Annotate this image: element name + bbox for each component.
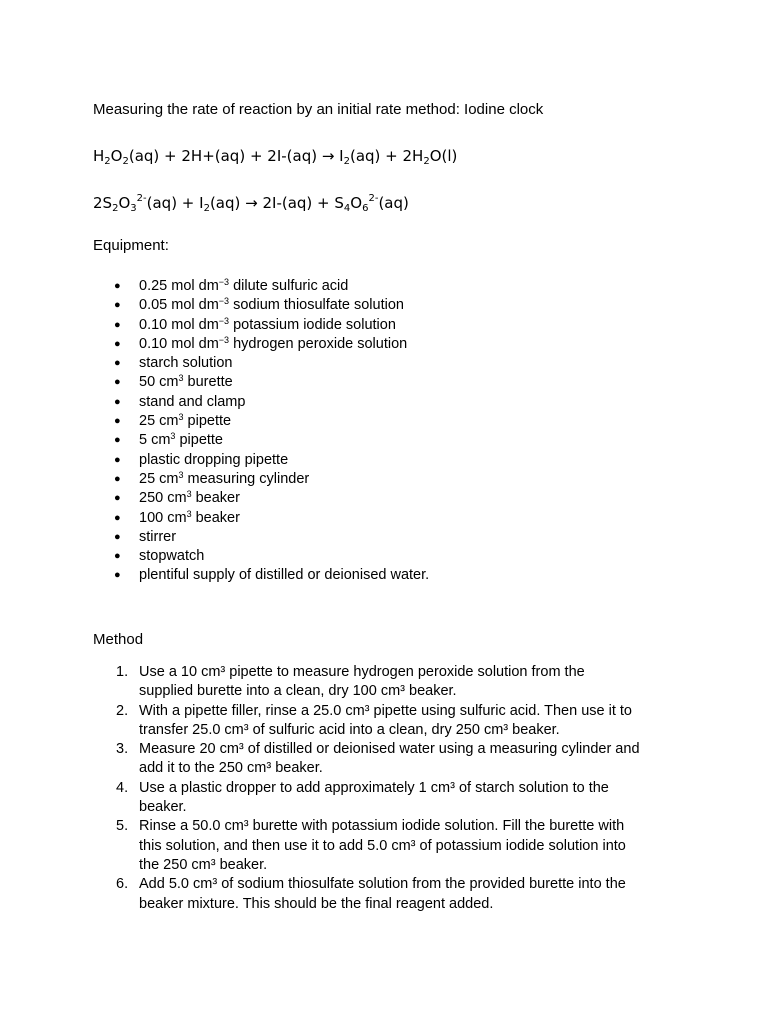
method-step-number: 5. [116, 818, 129, 835]
method-step [0, 875, 768, 914]
equipment-item [0, 412, 768, 431]
bullet-icon: ● [114, 318, 121, 331]
equipment-item-text: stand and clamp [139, 393, 246, 410]
method-step-text: Add 5.0 cm³ of sodium thiosulfate solution from the provided burette into the beaker mixture. This should be the final reagent added. [139, 876, 626, 912]
bullet-icon: ● [114, 492, 121, 505]
equation-thiosulfate-iodine: $2S_2O_3^{2-}(aq) + I_2(aq) \to 2I-(aq) + S_4O_6^{2-}(aq)$ [93, 193, 409, 214]
equipment-item-text: 0.10 mol $dm^{-3}$ hydrogen peroxide solution [139, 334, 408, 352]
method-step [0, 702, 768, 741]
equipment-item [0, 316, 768, 335]
equipment-item-text: stirrer [139, 528, 177, 545]
method-step-number: 2. [116, 702, 129, 719]
equipment-item [0, 354, 768, 373]
bullet-icon: ● [114, 453, 121, 466]
bullet-icon: ● [114, 530, 121, 543]
method-step-number: 1. [116, 664, 129, 680]
bullet-icon: ● [114, 299, 121, 312]
equipment-item [0, 528, 768, 547]
method-step-number: 3. [116, 741, 129, 758]
equipment-item-text: starch solution [139, 355, 233, 372]
equipment-item [0, 489, 768, 508]
equipment-heading: Equipment: [93, 237, 169, 254]
bullet-icon: ● [114, 569, 121, 582]
bullet-icon: ● [114, 357, 121, 370]
bullet-icon: ● [114, 376, 121, 389]
method-step [0, 740, 768, 779]
equipment-item [0, 566, 768, 585]
equipment-item [0, 373, 768, 392]
method-list [0, 663, 768, 914]
equipment-item-text: 0.10 mol $dm^{-3}$ potassium iodide solution [139, 315, 396, 333]
method-step [0, 817, 768, 875]
method-step [0, 663, 768, 702]
equipment-item-text: 100 $cm^3$ beaker [139, 508, 240, 526]
bullet-icon: ● [114, 337, 121, 350]
equipment-item-text: plentiful supply of distilled or deionised water. [139, 567, 430, 584]
method-heading: Method [93, 631, 144, 648]
bullet-icon: ● [114, 415, 121, 428]
bullet-icon: ● [114, 395, 121, 408]
equipment-item-text: stopwatch [139, 548, 205, 565]
equipment-item [0, 547, 768, 566]
method-step-text: With a pipette filler, rinse a 25.0 cm³ pipette using sulfuric acid. Then use it to transfer 25.0 cm³ of sulfuric acid into a clean, dry 250 cm³ beaker. [139, 702, 632, 738]
method-step-number: 6. [116, 876, 129, 893]
method-step-text: Rinse a 50.0 cm³ burette with potassium iodide solution. Fill the burette with this solution, and then use it to add 5.0 cm³ of potassium iodide solution into the 250 cm³ beaker. [139, 818, 626, 873]
equipment-item-text: 5 $cm^3$ pipette [139, 431, 224, 449]
bullet-icon: ● [114, 550, 121, 563]
equipment-item-text: 0.05 mol $dm^{-3}$ sodium thiosulfate solution [139, 296, 404, 314]
equipment-item [0, 393, 768, 412]
equipment-item-text: 25 $cm^3$ measuring cylinder [139, 469, 310, 487]
equipment-item [0, 509, 768, 528]
equipment-item-text: plastic dropping pipette [139, 451, 289, 468]
equipment-item [0, 296, 768, 315]
equipment-item-text: 25 $cm^3$ pipette [139, 412, 232, 430]
equipment-item [0, 277, 768, 296]
bullet-icon: ● [114, 472, 121, 485]
equipment-item-text: 250 $cm^3$ beaker [139, 489, 240, 507]
method-step-text: Measure 20 cm³ of distilled or deionised water using a measuring cylinder and add it to the 250 cm³ beaker. [139, 741, 640, 777]
method-step-text: Use a 10 cm³ pipette to measure hydrogen peroxide solution from the supplied burette into a clean, dry 100 cm³ beaker. [139, 664, 585, 700]
method-step [0, 779, 768, 818]
equation-peroxide-iodide: $H_2O_2(aq) + 2H+(aq) + 2I-(aq) \to I_2(aq) + 2H_2O(l)$ [93, 147, 458, 167]
equipment-item [0, 335, 768, 354]
equipment-item [0, 431, 768, 450]
equipment-item [0, 451, 768, 470]
document-title: Measuring the rate of reaction by an initial rate method: Iodine clock [93, 101, 544, 118]
bullet-icon: ● [114, 280, 121, 292]
bullet-icon: ● [114, 511, 121, 524]
equipment-item-text: 50 $cm^3$ burette [139, 373, 233, 391]
method-step-number: 4. [116, 779, 129, 796]
bullet-icon: ● [114, 434, 121, 447]
equipment-item [0, 470, 768, 489]
method-step-text: Use a plastic dropper to add approximately 1 cm³ of starch solution to the beaker. [139, 779, 609, 816]
equipment-list [0, 277, 768, 586]
equipment-item-text: 0.25 mol $dm^{-3}$ dilute sulfuric acid [139, 277, 349, 294]
